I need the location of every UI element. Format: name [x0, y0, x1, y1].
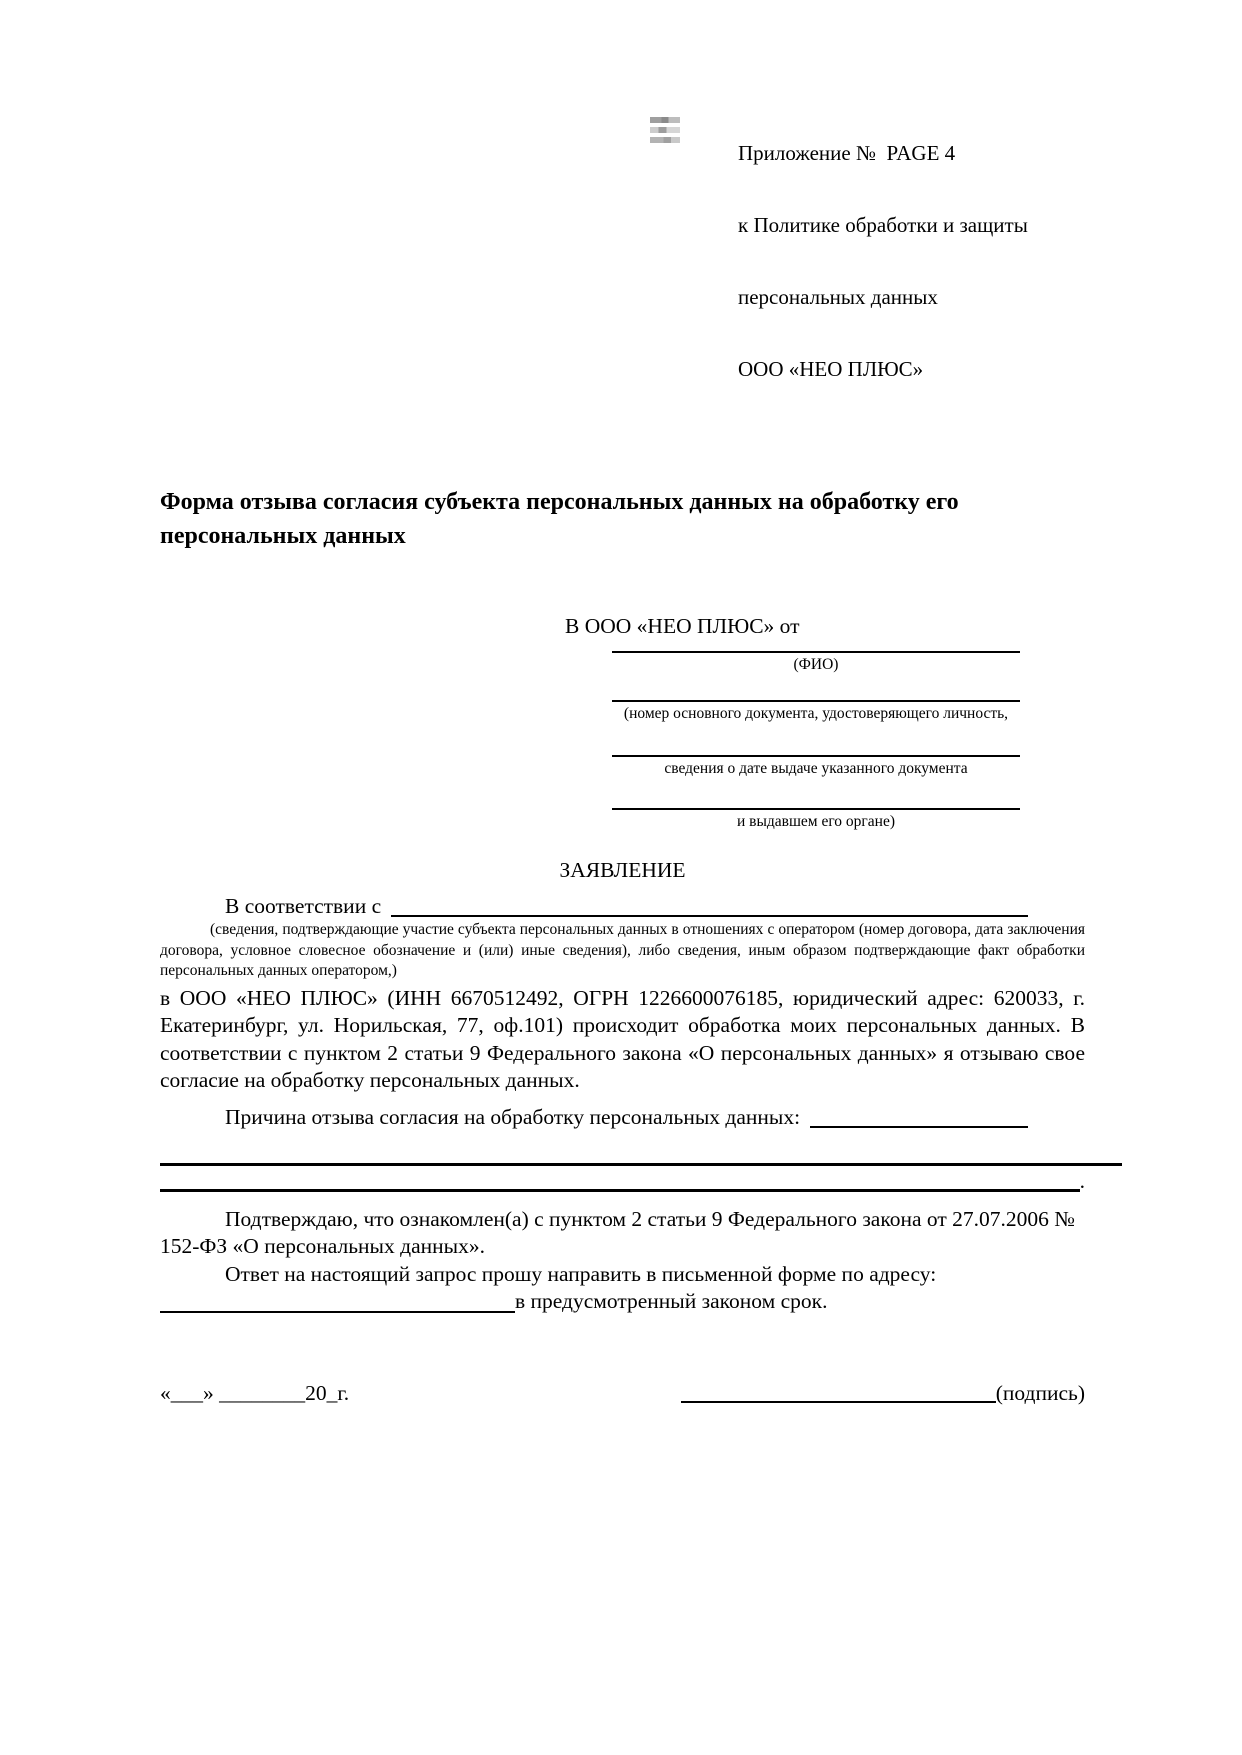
fio-field [612, 651, 1020, 674]
date-signature-row [160, 1380, 1085, 1408]
appendix-header-line: к Политике обработки и защиты [738, 213, 1028, 237]
reply-address-row [160, 1288, 1085, 1316]
reason-row [160, 1104, 1085, 1132]
reply-request-line: Ответ на настоящий запрос прошу направить в письменной форме по адресу: [225, 1261, 937, 1286]
document-number-caption: (номер основного документа, удостоверяющего личность, [623, 704, 1009, 722]
reason-continuation-row [160, 1168, 1085, 1196]
issuing-authority-field [612, 808, 1020, 831]
appendix-header [738, 93, 1085, 429]
issue-date-field [612, 755, 1020, 778]
reason-continuation-line-1[interactable] [160, 1163, 1122, 1166]
confirmation-paragraph: Подтверждаю, что ознакомлен(а) с пунктом 2 статьи 9 Федерального закона от 27.07.2006 № 152-ФЗ «О персональных данных». [160, 1206, 1075, 1258]
document-number-blank-line[interactable] [612, 700, 1020, 702]
signature-caption: (подпись) [995, 1380, 1085, 1405]
appendix-header-line: персональных данных [738, 285, 938, 309]
signature-blank-line[interactable] [681, 1401, 996, 1403]
fio-caption: (ФИО) [793, 655, 839, 673]
date-blank-text[interactable]: «___» ________20_г. [160, 1380, 350, 1405]
document-number-field [612, 700, 1020, 723]
sentence-terminator: . [1079, 1169, 1085, 1193]
fine-print-note: (сведения, подтверждающие участие субъекта персональных данных в отношениях с оператором (номер договора, дата заключения договора, условное словесное обозначение и (или) иные сведения), либо сведения, иным образом подтверждающие факт обработки персональных данных оператором,) [160, 921, 1085, 979]
fio-blank-line[interactable] [612, 651, 1020, 653]
appendix-header-line: ООО «НЕО ПЛЮС» [738, 357, 924, 381]
accordance-prefix: В соответствии с [225, 893, 382, 918]
addressee-fields [612, 651, 1020, 831]
issue-date-blank-line[interactable] [612, 755, 1020, 757]
issuing-authority-blank-line[interactable] [612, 808, 1020, 810]
reason-continuation-line-2[interactable] [160, 1189, 1080, 1192]
signature-group [681, 1380, 1085, 1408]
reason-prefix: Причина отзыва согласия на обработку персональных данных: [225, 1104, 801, 1129]
appendix-header-line: Приложение № PAGE 4 [738, 141, 956, 165]
issuing-authority-caption: и выдавшем его органе) [736, 812, 896, 830]
blurred-table-icon [650, 117, 680, 143]
addressee-line: В ООО «НЕО ПЛЮС» от [565, 614, 800, 638]
issue-date-caption: сведения о дате выдаче указанного документа [664, 759, 968, 777]
reply-address-blank-line[interactable] [160, 1311, 515, 1313]
statement-heading: ЗАЯВЛЕНИЕ [559, 857, 686, 882]
page-title: Форма отзыва согласия субъекта персональных данных на обработку его персональных данных [160, 489, 959, 549]
body-paragraph: в ООО «НЕО ПЛЮС» (ИНН 6670512492, ОГРН 1226600076185, юридический адрес: 620033, г. Екатеринбург, ул. Норильская, 77, оф.101) происходит обработка моих персональных данных. В соответствии с пунктом 2 статьи 9 Федерального закона «О персональных данных» я отзываю свое согласие на обработку персональных данных. [160, 985, 1085, 1092]
accordance-row [160, 893, 1085, 921]
reason-blank-line[interactable] [810, 1126, 1028, 1128]
accordance-blank-line[interactable] [391, 915, 1028, 917]
reply-suffix: в предусмотренный законом срок. [515, 1289, 828, 1313]
